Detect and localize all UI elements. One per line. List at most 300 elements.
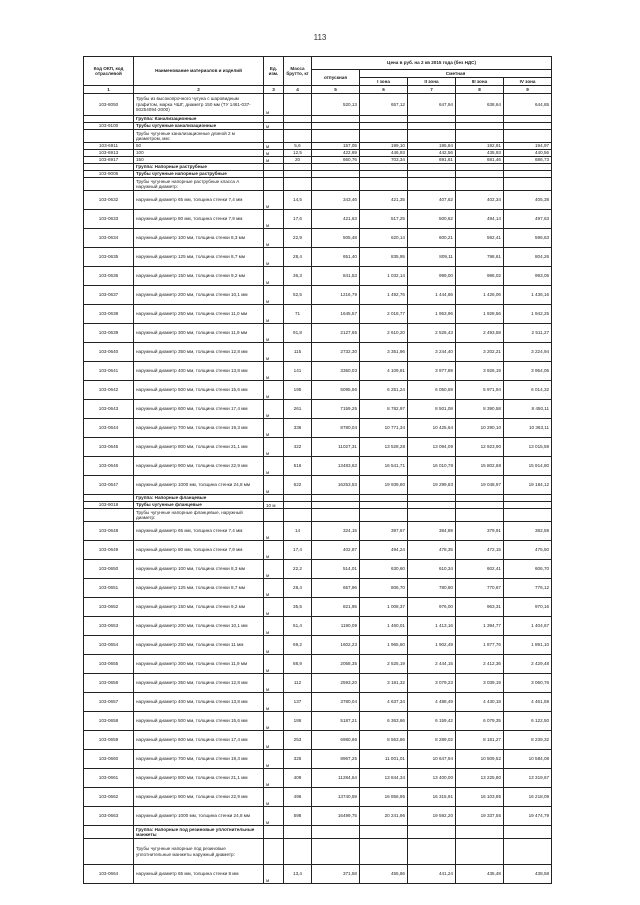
cell-release-price: 8967,25 [312,750,360,769]
cell-zone-3-price: 1 928,56 [456,305,504,324]
cell-mass: 14,5 [284,191,312,210]
cell-zone-3-price [456,116,504,123]
cell-mass: 422 [284,438,312,457]
cell-code: 103-0639 [84,324,134,343]
cell-zone-2-price: 16 315,91 [408,788,456,807]
cell-name: наружный диаметр 100 мм, толщина стенки 8,3 мм [134,229,264,248]
cell-zone-4-price: 1 436,16 [504,286,552,305]
cell-zone-2-price [408,171,456,178]
cell-mass [284,164,312,171]
cell-unit: м [264,419,284,438]
cell-zone-1-price [360,123,408,130]
cell-code: 103-0662 [84,788,134,807]
cell-zone-2-price: 407,62 [408,191,456,210]
cell-code: 103-0664 [84,865,134,884]
cell-zone-3-price: 592,41 [456,229,504,248]
cell-zone-3-price [456,123,504,130]
cell-zone-3-price [456,164,504,171]
cell-zone-3-price: 681,46 [456,157,504,164]
cell-zone-3-price: 2 493,58 [456,324,504,343]
table-row [84,419,552,438]
cell-name: Трубы чугунные напорные под резиновые уплотнительные манжеты наружный диаметр: [134,839,264,865]
cell-zone-4-price [504,839,552,865]
cell-mass: 35,5 [284,598,312,617]
table-row [84,381,552,400]
cell-code: 103-9006 [84,171,134,178]
cell-name: наружный диаметр 80 мм, толщина стенки 7,9 мм [134,541,264,560]
cell-zone-2-price [408,839,456,865]
cell-mass: 28,4 [284,579,312,598]
cell-release-price: 3350,03 [312,362,360,381]
cell-zone-4-price: 644,85 [504,94,552,116]
cell-release-price: 1645,57 [312,305,360,324]
table-row [84,693,552,712]
cell-name: Трубы чугунные напорные раструбные класса А наружный диаметр: [134,178,264,191]
cell-release-price: 841,53 [312,267,360,286]
cell-mass: 195 [284,381,312,400]
cell-release-price [312,839,360,865]
table-row [84,210,552,229]
header-code: Код ОКП, код отраслевой [84,57,134,86]
cell-code: 103-0635 [84,248,134,267]
group-row [84,164,552,171]
table-row [84,362,552,381]
table-row [84,343,552,362]
cell-code: 103-0636 [84,267,134,286]
cell-name: Трубы из высокопрочного чугуна с шаровидным графитом, марка ЧШГ, диаметр 150 мм (ТУ 1461-037-50254094-2000) [134,94,264,116]
cell-release-price: 7159,25 [312,400,360,419]
group-row [84,171,552,178]
cell-name: наружный диаметр 1000 мм, толщина стенки 24,8 мм [134,807,264,826]
cell-zone-4-price [504,495,552,502]
cell-release-price: 5187,21 [312,712,360,731]
table-row [84,769,552,788]
cell-unit: м [264,143,284,150]
column-number: 2 [134,86,264,94]
cell-zone-4-price: 6 014,32 [504,381,552,400]
cell-code: 103-0661 [84,769,134,788]
cell-name: наружный диаметр 800 мм, толщина стенки 21,1 мм [134,438,264,457]
cell-code: 103-0638 [84,305,134,324]
table-row [84,150,552,157]
cell-zone-4-price: 2 511,27 [504,324,552,343]
cell-zone-3-price: 1 426,06 [456,286,504,305]
cell-zone-4-price: 13 015,59 [504,438,552,457]
price-table [83,56,552,884]
cell-name: Группа: Канализационные [134,116,264,123]
cell-release-price: 324,15 [312,522,360,541]
cell-zone-2-price: 19 299,83 [408,476,456,495]
table-row [84,598,552,617]
header-estimate: Сметная [360,70,552,78]
cell-name: 50 [134,143,264,150]
cell-zone-4-price [504,171,552,178]
cell-name: наружный диаметр 65 мм, толщина стенки 8 мм [134,865,264,884]
cell-zone-4-price [504,116,552,123]
cell-name: наружный диаметр 65 мм, толщина стенки 7,4 мм [134,522,264,541]
cell-zone-4-price: 405,38 [504,191,552,210]
cell-name: наружный диаметр 800 мм, толщина стенки 21,1 мм [134,769,264,788]
cell-code: 103-0644 [84,419,134,438]
cell-name: наружный диаметр 600 мм, толщина стенки 17,4 мм [134,400,264,419]
column-number: 8 [456,86,504,94]
cell-mass: 261 [284,400,312,419]
table-row [84,324,552,343]
cell-unit [264,495,284,502]
cell-unit [264,130,284,143]
cell-unit: м [264,807,284,826]
cell-zone-1-price: 455,86 [360,865,408,884]
cell-code: 103-9100 [84,123,134,130]
cell-release-price: 11284,64 [312,769,360,788]
cell-zone-1-price [360,164,408,171]
cell-release-price: 157,05 [312,143,360,150]
cell-zone-1-price [360,495,408,502]
table-row [84,712,552,731]
cell-zone-3-price [456,178,504,191]
table-row [84,248,552,267]
cell-name: наружный диаметр 900 мм, толщина стенки 22,9 мм [134,788,264,807]
table-row [84,788,552,807]
cell-zone-2-price: 999,00 [408,267,456,286]
cell-zone-3-price [456,502,504,509]
cell-code: 103-0651 [84,579,134,598]
cell-code [84,130,134,143]
cell-zone-1-price: 421,35 [360,191,408,210]
table-row [84,229,552,248]
cell-zone-2-price [408,164,456,171]
cell-zone-4-price: 8 450,11 [504,400,552,419]
cell-zone-3-price: 494,14 [456,210,504,229]
cell-zone-2-price: 10 647,94 [408,750,456,769]
cell-code: 103-0647 [84,476,134,495]
cell-mass: 141 [284,362,312,381]
header-zone-4: IV зона [504,78,552,86]
cell-unit: м [264,191,284,210]
cell-zone-4-price: 194,97 [504,143,552,150]
cell-zone-2-price: 610,34 [408,560,456,579]
cell-release-price: 821,95 [312,598,360,617]
cell-zone-1-price: 10 771,34 [360,419,408,438]
cell-zone-4-price: 776,12 [504,579,552,598]
cell-zone-1-price: 4 637,34 [360,693,408,712]
group-row [84,502,552,509]
cell-name: наружный диаметр 350 мм, толщина стенки 12,8 мм [134,343,264,362]
cell-zone-4-price: 1 404,67 [504,617,552,636]
header-zone-3: III зона [456,78,504,86]
cell-zone-4-price: 804,26 [504,248,552,267]
cell-code: 103-0646 [84,457,134,476]
cell-zone-4-price [504,502,552,509]
cell-name: наружный диаметр 150 мм, толщина стенки 9,2 мм [134,598,264,617]
cell-zone-4-price: 3 954,05 [504,362,552,381]
cell-code [84,116,134,123]
cell-mass [284,123,312,130]
cell-zone-3-price: 379,91 [456,522,504,541]
cell-release-price: 16499,75 [312,807,360,826]
cell-code: 103-0633 [84,210,134,229]
cell-release-price: 2593,20 [312,674,360,693]
cell-code: 103-8050 [84,94,134,116]
cell-name: 150 [134,157,264,164]
cell-zone-1-price: 397,67 [360,522,408,541]
cell-unit [264,509,284,522]
cell-code: 103-6913 [84,150,134,157]
cell-zone-1-price: 6 363,66 [360,712,408,731]
table-row [84,305,552,324]
cell-zone-3-price: 192,91 [456,143,504,150]
header-name: Наименование материалов и изделий [134,57,264,86]
cell-unit: м [264,94,284,116]
cell-mass [284,826,312,839]
cell-unit: м [264,305,284,324]
table-row [84,157,552,164]
cell-unit: м [264,693,284,712]
cell-zone-2-price: 6 050,59 [408,381,456,400]
cell-release-price: 422,69 [312,150,360,157]
table-row [84,191,552,210]
header-release: отпускная [312,70,360,86]
cell-mass: 20 [284,157,312,164]
cell-mass: 496 [284,788,312,807]
cell-mass: 336 [284,419,312,438]
cell-unit: м [264,636,284,655]
cell-zone-1-price: 2 018,77 [360,305,408,324]
cell-zone-2-price: 3 977,89 [408,362,456,381]
cell-mass: 409 [284,769,312,788]
cell-mass: 622 [284,476,312,495]
cell-zone-1-price [360,826,408,839]
cell-mass [284,94,312,116]
cell-zone-2-price [408,116,456,123]
cell-code [84,495,134,502]
table-row [84,286,552,305]
cell-unit: м [264,750,284,769]
cell-zone-4-price: 8 239,32 [504,731,552,750]
cell-zone-4-price: 686,73 [504,157,552,164]
cell-code: 103-0658 [84,712,134,731]
cell-name: наружный диаметр 65 мм, толщина стенки 7,4 мм [134,191,264,210]
cell-release-price: 371,58 [312,865,360,884]
cell-code: 103-6917 [84,157,134,164]
cell-zone-2-price [408,178,456,191]
cell-mass: 253 [284,731,312,750]
cell-unit: м [264,123,284,130]
table-row [84,655,552,674]
cell-zone-4-price: 382,59 [504,522,552,541]
cell-release-price: 16253,53 [312,476,360,495]
cell-mass [284,178,312,191]
cell-release-price [312,130,360,143]
cell-zone-3-price: 19 048,97 [456,476,504,495]
cell-zone-1-price: 3 351,96 [360,343,408,362]
cell-code [84,178,134,191]
cell-release-price: 5095,56 [312,381,360,400]
cell-zone-1-price: 806,70 [360,579,408,598]
cell-zone-4-price: 596,63 [504,229,552,248]
table-row [84,750,552,769]
cell-zone-3-price [456,509,504,522]
cell-zone-3-price: 10 509,52 [456,750,504,769]
cell-zone-2-price: 4 488,49 [408,693,456,712]
cell-unit: м [264,381,284,400]
cell-mass [284,839,312,865]
cell-zone-3-price: 602,41 [456,560,504,579]
cell-zone-3-price: 5 971,94 [456,381,504,400]
cell-zone-3-price: 6 079,35 [456,712,504,731]
cell-code: 103-0632 [84,191,134,210]
cell-zone-1-price: 1 965,60 [360,636,408,655]
cell-release-price: 1216,79 [312,286,360,305]
cell-zone-1-price: 20 241,96 [360,807,408,826]
cell-zone-4-price: 497,63 [504,210,552,229]
cell-zone-1-price: 2 525,19 [360,655,408,674]
cell-unit [264,116,284,123]
cell-zone-4-price: 1 891,10 [504,636,552,655]
cell-mass: 28,4 [284,248,312,267]
cell-name: наружный диаметр 600 мм, толщина стенки 17,4 мм [134,731,264,750]
cell-release-price: 657,96 [312,579,360,598]
group-row [84,826,552,839]
cell-zone-2-price: 780,80 [408,579,456,598]
cell-zone-4-price: 1 942,25 [504,305,552,324]
cell-unit: м [264,400,284,419]
cell-name: Трубы чугунные напорные фланцевые, наружный диаметр: [134,509,264,522]
cell-zone-1-price [360,130,408,143]
cell-name: наружный диаметр 400 мм, толщина стенки 13,8 мм [134,362,264,381]
cell-zone-1-price: 19 939,80 [360,476,408,495]
cell-code: 103-0655 [84,655,134,674]
table-row [84,457,552,476]
cell-zone-1-price: 3 181,32 [360,674,408,693]
cell-zone-1-price: 1 008,37 [360,598,408,617]
table-row [84,807,552,826]
cell-zone-2-price: 1 413,16 [408,617,456,636]
cell-code: 103-0659 [84,731,134,750]
cell-release-price: 2058,35 [312,655,360,674]
cell-release-price: 3780,04 [312,693,360,712]
cell-zone-2-price: 500,62 [408,210,456,229]
cell-mass: 14 [284,522,312,541]
header-unit: Ед. изм. [264,57,284,86]
cell-mass: 88,9 [284,655,312,674]
cell-name: 100 [134,150,264,157]
cell-unit: м [264,712,284,731]
cell-name: наружный диаметр 700 мм, толщина стенки 19,3 мм [134,419,264,438]
cell-name: наружный диаметр 400 мм, толщина стенки 13,8 мм [134,693,264,712]
cell-zone-2-price: 478,35 [408,541,456,560]
column-number: 7 [408,86,456,94]
cell-zone-3-price: 638,64 [456,94,504,116]
cell-name: Группа: Напорные под резиновые уплотнительные манжеты [134,826,264,839]
cell-zone-4-price [504,178,552,191]
cell-unit: м [264,560,284,579]
cell-unit: м [264,617,284,636]
cell-zone-3-price: 798,61 [456,248,504,267]
cell-zone-2-price: 8 289,02 [408,731,456,750]
cell-zone-2-price: 441,24 [408,865,456,884]
cell-release-price [312,164,360,171]
cell-release-price: 2732,30 [312,343,360,362]
cell-zone-1-price: 1 460,01 [360,617,408,636]
column-number: 3 [264,86,284,94]
cell-mass: 186 [284,712,312,731]
table-row [84,579,552,598]
cell-zone-3-price: 1 877,76 [456,636,504,655]
cell-unit: м [264,157,284,164]
cell-zone-1-price: 16 856,95 [360,788,408,807]
cell-release-price: 514,01 [312,560,360,579]
table-row [84,94,552,116]
cell-zone-3-price: 770,67 [456,579,504,598]
cell-unit [264,826,284,839]
cell-name: Группа: Напорные раструбные [134,164,264,171]
cell-code: 103-0648 [84,522,134,541]
cell-name: Трубы чугунные канализационные [134,123,264,130]
cell-code [84,509,134,522]
cell-release-price: 2127,65 [312,324,360,343]
cell-name: наружный диаметр 200 мм, толщина стенки 10,1 мм [134,617,264,636]
cell-zone-3-price: 3 202,21 [456,343,504,362]
table-row [84,400,552,419]
cell-code: 103-0654 [84,636,134,655]
cell-name: наружный диаметр 500 мм, толщина стенки 15,6 мм [134,381,264,400]
cell-mass [284,502,312,509]
cell-zone-2-price: 1 444,86 [408,286,456,305]
cell-release-price: 520,13 [312,94,360,116]
cell-zone-3-price: 13 225,80 [456,769,504,788]
cell-zone-4-price: 993,05 [504,267,552,286]
column-number: 4 [284,86,312,94]
cell-mass: 516 [284,457,312,476]
cell-zone-2-price: 2 526,43 [408,324,456,343]
cell-mass: 17,4 [284,541,312,560]
cell-code: 103-0650 [84,560,134,579]
cell-name: наружный диаметр 250 мм, толщина стенки 11,0 мм [134,305,264,324]
cell-zone-2-price: 2 444,15 [408,655,456,674]
cell-zone-4-price: 19 474,79 [504,807,552,826]
cell-zone-2-price: 13 094,09 [408,438,456,457]
cell-mass: 137 [284,693,312,712]
cell-unit: м [264,788,284,807]
cell-zone-2-price: 13 400,00 [408,769,456,788]
cell-zone-1-price: 16 541,71 [360,457,408,476]
cell-release-price: 343,46 [312,191,360,210]
table-row [84,522,552,541]
cell-unit: м [264,541,284,560]
cell-name: наружный диаметр 350 мм, толщина стенки 12,8 мм [134,674,264,693]
cell-mass: 13,4 [284,865,312,884]
cell-name: наружный диаметр 80 мм, толщина стенки 7,9 мм [134,210,264,229]
header-price-group: Цена в руб. на 2 кв 2015 года (без НДС) [312,57,552,70]
cell-zone-4-price [504,164,552,171]
cell-zone-2-price: 809,11 [408,248,456,267]
cell-code: 103-0640 [84,343,134,362]
page-number: 113 [313,33,327,42]
cell-zone-2-price: 647,94 [408,94,456,116]
cell-zone-4-price: 475,50 [504,541,552,560]
cell-unit: м [264,579,284,598]
cell-zone-3-price [456,826,504,839]
cell-zone-3-price: 435,93 [456,150,504,157]
header-mass: Масса брутто, кг [284,57,312,86]
cell-unit: м [264,674,284,693]
column-number: 1 [84,86,134,94]
cell-zone-3-price: 8 390,58 [456,400,504,419]
cell-zone-2-price: 3 244,40 [408,343,456,362]
cell-name: Трубы чугунные напорные раструбные [134,171,264,178]
column-number: 6 [360,86,408,94]
